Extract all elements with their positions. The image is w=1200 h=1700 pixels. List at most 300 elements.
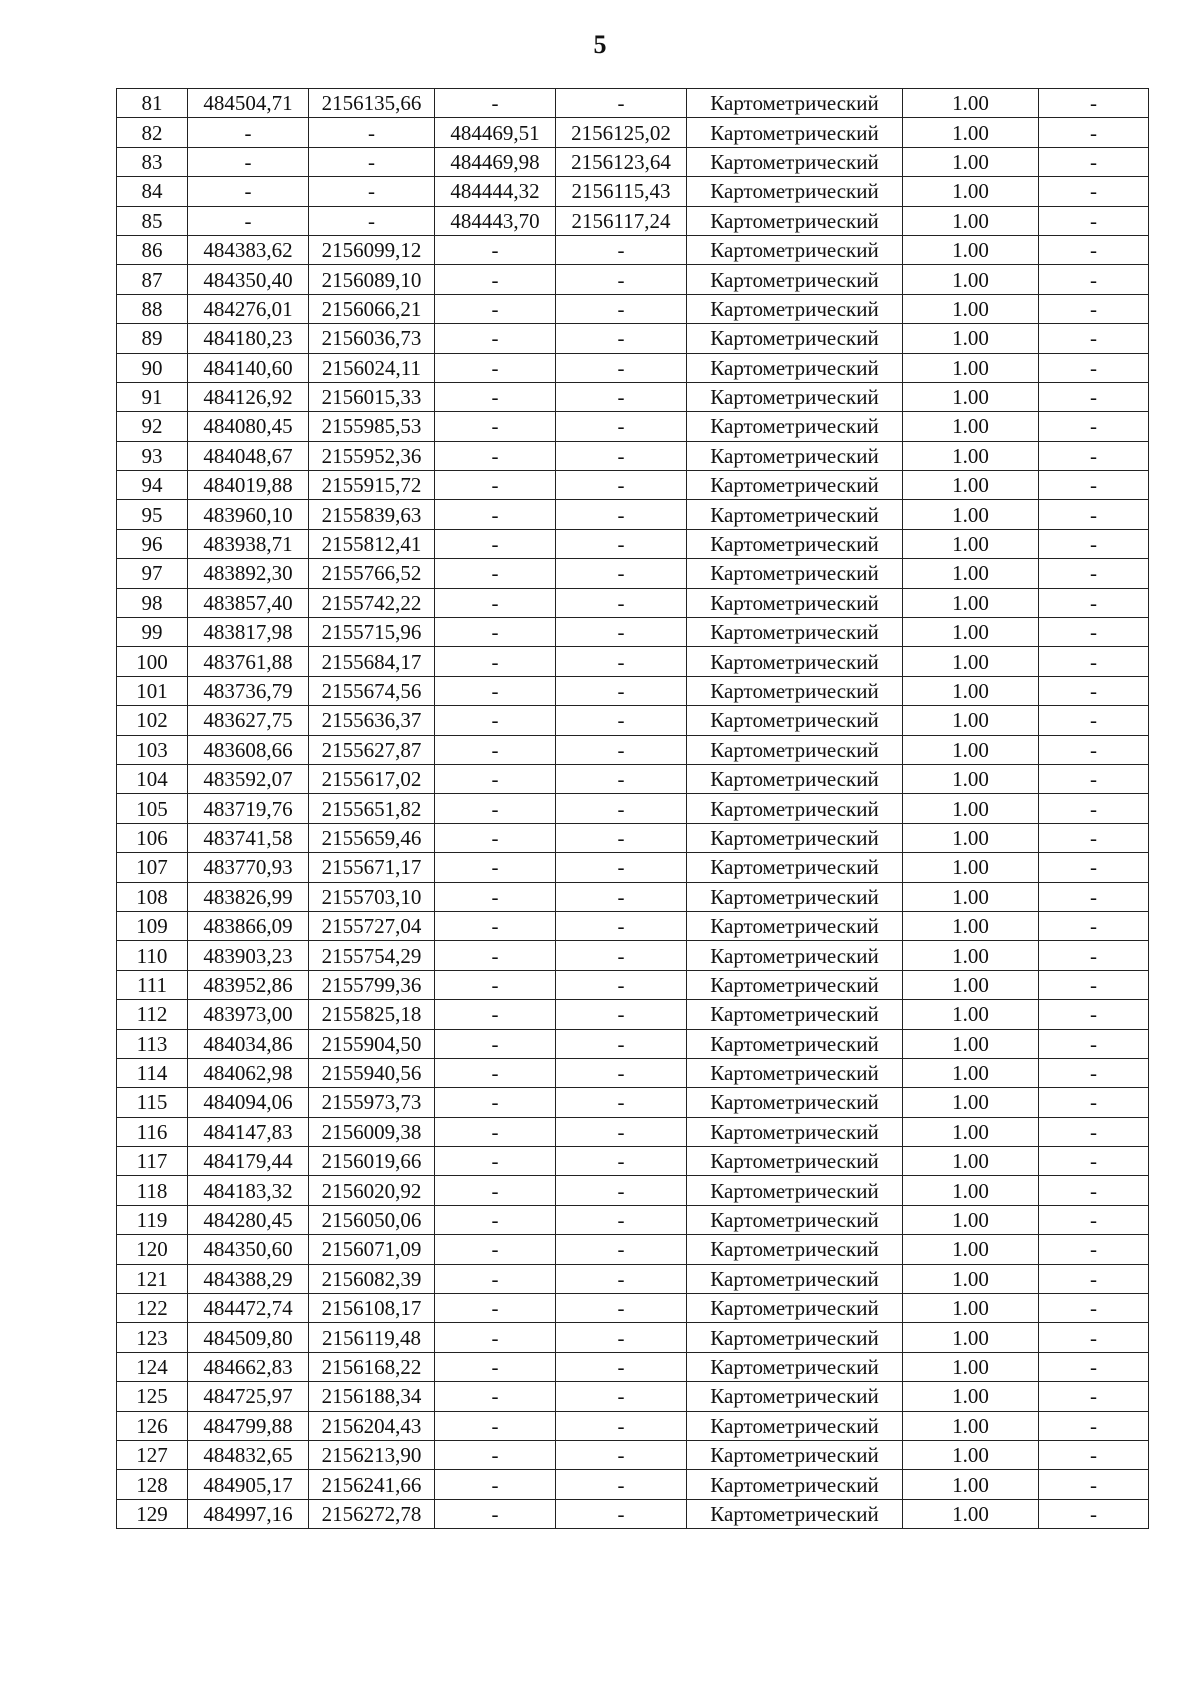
point-number-cell: 105: [117, 794, 188, 823]
method-cell: Картометрический: [687, 676, 903, 705]
method-cell: Картометрический: [687, 265, 903, 294]
point-number-cell: 100: [117, 647, 188, 676]
x-new-cell: -: [435, 941, 556, 970]
x-new-cell: -: [435, 1323, 556, 1352]
accuracy-cell: 1.00: [903, 471, 1039, 500]
x-new-cell: -: [435, 1147, 556, 1176]
x-existing-cell: 483719,76: [188, 794, 309, 823]
description-cell: -: [1039, 1000, 1149, 1029]
x-existing-cell: 484905,17: [188, 1470, 309, 1499]
x-existing-cell: 484140,60: [188, 353, 309, 382]
point-number-cell: 109: [117, 911, 188, 940]
y-existing-cell: 2156019,66: [309, 1147, 435, 1176]
point-number-cell: 101: [117, 676, 188, 705]
y-new-cell: -: [556, 382, 687, 411]
method-cell: Картометрический: [687, 206, 903, 235]
method-cell: Картометрический: [687, 1264, 903, 1293]
y-existing-cell: 2155904,50: [309, 1029, 435, 1058]
y-existing-cell: -: [309, 118, 435, 147]
table-row: [117, 735, 1149, 764]
table-row: [117, 500, 1149, 529]
y-new-cell: -: [556, 764, 687, 793]
x-new-cell: -: [435, 764, 556, 793]
y-existing-cell: 2156241,66: [309, 1470, 435, 1499]
description-cell: -: [1039, 1176, 1149, 1205]
accuracy-cell: 1.00: [903, 235, 1039, 264]
table-row: [117, 1147, 1149, 1176]
point-number-cell: 120: [117, 1235, 188, 1264]
description-cell: -: [1039, 1029, 1149, 1058]
description-cell: -: [1039, 588, 1149, 617]
x-existing-cell: -: [188, 118, 309, 147]
x-existing-cell: 483817,98: [188, 618, 309, 647]
method-cell: Картометрический: [687, 471, 903, 500]
y-existing-cell: 2155617,02: [309, 764, 435, 793]
point-number-cell: 102: [117, 706, 188, 735]
x-existing-cell: 483741,58: [188, 823, 309, 852]
point-number-cell: 122: [117, 1294, 188, 1323]
description-cell: -: [1039, 382, 1149, 411]
x-existing-cell: 484504,71: [188, 89, 309, 118]
point-number-cell: 99: [117, 618, 188, 647]
x-existing-cell: 483903,23: [188, 941, 309, 970]
description-cell: -: [1039, 676, 1149, 705]
point-number-cell: 114: [117, 1058, 188, 1087]
x-existing-cell: 484832,65: [188, 1440, 309, 1469]
table-row: [117, 676, 1149, 705]
point-number-cell: 87: [117, 265, 188, 294]
y-existing-cell: 2155985,53: [309, 412, 435, 441]
y-existing-cell: 2156188,34: [309, 1382, 435, 1411]
table-row: [117, 794, 1149, 823]
table-row: [117, 1058, 1149, 1087]
method-cell: Картометрический: [687, 177, 903, 206]
table-row: [117, 529, 1149, 558]
description-cell: -: [1039, 618, 1149, 647]
y-new-cell: -: [556, 1147, 687, 1176]
table-row: [117, 1264, 1149, 1293]
y-new-cell: -: [556, 235, 687, 264]
x-existing-cell: 484276,01: [188, 294, 309, 323]
y-new-cell: -: [556, 353, 687, 382]
y-existing-cell: 2156071,09: [309, 1235, 435, 1264]
table-row: [117, 324, 1149, 353]
table-row: [117, 441, 1149, 470]
point-number-cell: 118: [117, 1176, 188, 1205]
description-cell: -: [1039, 471, 1149, 500]
x-existing-cell: 484094,06: [188, 1088, 309, 1117]
accuracy-cell: 1.00: [903, 382, 1039, 411]
table-row: [117, 1411, 1149, 1440]
y-existing-cell: 2155671,17: [309, 853, 435, 882]
x-new-cell: -: [435, 588, 556, 617]
x-new-cell: -: [435, 559, 556, 588]
y-new-cell: -: [556, 89, 687, 118]
method-cell: Картометрический: [687, 529, 903, 558]
x-new-cell: -: [435, 882, 556, 911]
table-row: [117, 1470, 1149, 1499]
method-cell: Картометрический: [687, 559, 903, 588]
x-new-cell: -: [435, 794, 556, 823]
y-new-cell: -: [556, 1176, 687, 1205]
table-row: [117, 764, 1149, 793]
y-existing-cell: -: [309, 147, 435, 176]
description-cell: -: [1039, 882, 1149, 911]
y-new-cell: -: [556, 1235, 687, 1264]
point-number-cell: 103: [117, 735, 188, 764]
x-new-cell: -: [435, 382, 556, 411]
y-existing-cell: 2155627,87: [309, 735, 435, 764]
x-existing-cell: 483952,86: [188, 970, 309, 999]
x-new-cell: -: [435, 1205, 556, 1234]
point-number-cell: 83: [117, 147, 188, 176]
method-cell: Картометрический: [687, 1499, 903, 1528]
y-new-cell: -: [556, 1058, 687, 1087]
y-new-cell: -: [556, 706, 687, 735]
table-row: [117, 559, 1149, 588]
y-new-cell: 2156125,02: [556, 118, 687, 147]
point-number-cell: 124: [117, 1352, 188, 1381]
description-cell: -: [1039, 500, 1149, 529]
x-existing-cell: 483761,88: [188, 647, 309, 676]
y-existing-cell: 2155636,37: [309, 706, 435, 735]
y-existing-cell: 2155651,82: [309, 794, 435, 823]
y-existing-cell: 2156009,38: [309, 1117, 435, 1146]
point-number-cell: 86: [117, 235, 188, 264]
x-new-cell: -: [435, 1382, 556, 1411]
y-existing-cell: 2156082,39: [309, 1264, 435, 1293]
table-row: [117, 471, 1149, 500]
table-row: [117, 147, 1149, 176]
x-existing-cell: 484048,67: [188, 441, 309, 470]
accuracy-cell: 1.00: [903, 706, 1039, 735]
accuracy-cell: 1.00: [903, 147, 1039, 176]
method-cell: Картометрический: [687, 441, 903, 470]
method-cell: Картометрический: [687, 1088, 903, 1117]
description-cell: -: [1039, 118, 1149, 147]
y-existing-cell: 2156108,17: [309, 1294, 435, 1323]
y-new-cell: -: [556, 559, 687, 588]
accuracy-cell: 1.00: [903, 1440, 1039, 1469]
y-existing-cell: 2155727,04: [309, 911, 435, 940]
point-number-cell: 121: [117, 1264, 188, 1293]
method-cell: Картометрический: [687, 647, 903, 676]
y-existing-cell: 2155940,56: [309, 1058, 435, 1087]
description-cell: -: [1039, 294, 1149, 323]
y-new-cell: -: [556, 941, 687, 970]
table-row: [117, 1088, 1149, 1117]
accuracy-cell: 1.00: [903, 823, 1039, 852]
description-cell: -: [1039, 529, 1149, 558]
description-cell: -: [1039, 1264, 1149, 1293]
accuracy-cell: 1.00: [903, 1382, 1039, 1411]
description-cell: -: [1039, 1147, 1149, 1176]
point-number-cell: 90: [117, 353, 188, 382]
y-existing-cell: 2155766,52: [309, 559, 435, 588]
x-new-cell: -: [435, 1470, 556, 1499]
y-existing-cell: 2156099,12: [309, 235, 435, 264]
x-new-cell: -: [435, 911, 556, 940]
y-new-cell: -: [556, 471, 687, 500]
accuracy-cell: 1.00: [903, 911, 1039, 940]
x-new-cell: -: [435, 235, 556, 264]
y-new-cell: 2156123,64: [556, 147, 687, 176]
x-existing-cell: 484725,97: [188, 1382, 309, 1411]
point-number-cell: 94: [117, 471, 188, 500]
x-existing-cell: 483938,71: [188, 529, 309, 558]
description-cell: -: [1039, 441, 1149, 470]
y-new-cell: -: [556, 823, 687, 852]
y-new-cell: -: [556, 265, 687, 294]
x-existing-cell: -: [188, 147, 309, 176]
description-cell: -: [1039, 559, 1149, 588]
description-cell: -: [1039, 853, 1149, 882]
x-new-cell: -: [435, 823, 556, 852]
y-existing-cell: 2156036,73: [309, 324, 435, 353]
description-cell: -: [1039, 1440, 1149, 1469]
point-number-cell: 82: [117, 118, 188, 147]
y-existing-cell: 2155659,46: [309, 823, 435, 852]
table-row: [117, 941, 1149, 970]
y-new-cell: 2156117,24: [556, 206, 687, 235]
y-existing-cell: 2155799,36: [309, 970, 435, 999]
accuracy-cell: 1.00: [903, 1470, 1039, 1499]
x-new-cell: 484444,32: [435, 177, 556, 206]
description-cell: -: [1039, 1088, 1149, 1117]
x-new-cell: 484443,70: [435, 206, 556, 235]
x-existing-cell: 484034,86: [188, 1029, 309, 1058]
accuracy-cell: 1.00: [903, 441, 1039, 470]
x-existing-cell: 484472,74: [188, 1294, 309, 1323]
description-cell: -: [1039, 89, 1149, 118]
accuracy-cell: 1.00: [903, 853, 1039, 882]
point-number-cell: 85: [117, 206, 188, 235]
method-cell: Картометрический: [687, 353, 903, 382]
method-cell: Картометрический: [687, 618, 903, 647]
accuracy-cell: 1.00: [903, 882, 1039, 911]
y-new-cell: -: [556, 1382, 687, 1411]
table-row: [117, 1382, 1149, 1411]
x-existing-cell: -: [188, 177, 309, 206]
table-row: [117, 1176, 1149, 1205]
accuracy-cell: 1.00: [903, 412, 1039, 441]
x-new-cell: -: [435, 1058, 556, 1087]
x-new-cell: -: [435, 1294, 556, 1323]
y-new-cell: -: [556, 676, 687, 705]
x-new-cell: -: [435, 853, 556, 882]
point-number-cell: 117: [117, 1147, 188, 1176]
table-row: [117, 1323, 1149, 1352]
x-new-cell: -: [435, 706, 556, 735]
x-existing-cell: 484350,40: [188, 265, 309, 294]
table-row: [117, 294, 1149, 323]
table-row: [117, 823, 1149, 852]
table-row: [117, 177, 1149, 206]
x-existing-cell: 484147,83: [188, 1117, 309, 1146]
y-existing-cell: 2155742,22: [309, 588, 435, 617]
point-number-cell: 119: [117, 1205, 188, 1234]
x-existing-cell: 484997,16: [188, 1499, 309, 1528]
accuracy-cell: 1.00: [903, 1147, 1039, 1176]
description-cell: -: [1039, 823, 1149, 852]
point-number-cell: 95: [117, 500, 188, 529]
x-new-cell: -: [435, 1117, 556, 1146]
y-new-cell: -: [556, 1470, 687, 1499]
y-existing-cell: 2156066,21: [309, 294, 435, 323]
y-new-cell: -: [556, 1323, 687, 1352]
method-cell: Картометрический: [687, 1235, 903, 1264]
method-cell: Картометрический: [687, 1352, 903, 1381]
accuracy-cell: 1.00: [903, 294, 1039, 323]
x-existing-cell: 483770,93: [188, 853, 309, 882]
y-existing-cell: 2155839,63: [309, 500, 435, 529]
description-cell: -: [1039, 324, 1149, 353]
x-new-cell: -: [435, 89, 556, 118]
y-new-cell: -: [556, 647, 687, 676]
description-cell: -: [1039, 911, 1149, 940]
y-new-cell: -: [556, 794, 687, 823]
accuracy-cell: 1.00: [903, 529, 1039, 558]
accuracy-cell: 1.00: [903, 1205, 1039, 1234]
accuracy-cell: 1.00: [903, 265, 1039, 294]
point-number-cell: 89: [117, 324, 188, 353]
x-existing-cell: 484388,29: [188, 1264, 309, 1293]
description-cell: -: [1039, 1323, 1149, 1352]
y-new-cell: -: [556, 1352, 687, 1381]
accuracy-cell: 1.00: [903, 559, 1039, 588]
x-new-cell: -: [435, 676, 556, 705]
description-cell: -: [1039, 147, 1149, 176]
y-new-cell: -: [556, 1029, 687, 1058]
table-row: [117, 235, 1149, 264]
y-new-cell: -: [556, 529, 687, 558]
y-new-cell: -: [556, 441, 687, 470]
method-cell: Картометрический: [687, 294, 903, 323]
method-cell: Картометрический: [687, 1147, 903, 1176]
description-cell: -: [1039, 1205, 1149, 1234]
accuracy-cell: 1.00: [903, 1088, 1039, 1117]
description-cell: -: [1039, 941, 1149, 970]
y-new-cell: -: [556, 1205, 687, 1234]
y-new-cell: -: [556, 324, 687, 353]
y-new-cell: -: [556, 1411, 687, 1440]
accuracy-cell: 1.00: [903, 647, 1039, 676]
x-new-cell: -: [435, 1088, 556, 1117]
x-new-cell: 484469,51: [435, 118, 556, 147]
table-body: [117, 89, 1149, 1529]
point-number-cell: 98: [117, 588, 188, 617]
method-cell: Картометрический: [687, 1294, 903, 1323]
point-number-cell: 81: [117, 89, 188, 118]
x-existing-cell: 484019,88: [188, 471, 309, 500]
x-existing-cell: 483866,09: [188, 911, 309, 940]
point-number-cell: 104: [117, 764, 188, 793]
y-existing-cell: 2156020,92: [309, 1176, 435, 1205]
accuracy-cell: 1.00: [903, 206, 1039, 235]
table-row: [117, 89, 1149, 118]
y-new-cell: -: [556, 1117, 687, 1146]
y-new-cell: -: [556, 1499, 687, 1528]
x-existing-cell: 483627,75: [188, 706, 309, 735]
table-row: [117, 706, 1149, 735]
description-cell: -: [1039, 412, 1149, 441]
method-cell: Картометрический: [687, 500, 903, 529]
y-existing-cell: 2155915,72: [309, 471, 435, 500]
x-existing-cell: 484080,45: [188, 412, 309, 441]
point-number-cell: 127: [117, 1440, 188, 1469]
table-row: [117, 1352, 1149, 1381]
y-existing-cell: 2156168,22: [309, 1352, 435, 1381]
x-new-cell: -: [435, 1440, 556, 1469]
y-new-cell: -: [556, 500, 687, 529]
description-cell: -: [1039, 1382, 1149, 1411]
x-existing-cell: 484280,45: [188, 1205, 309, 1234]
table-row: [117, 265, 1149, 294]
method-cell: Картометрический: [687, 118, 903, 147]
method-cell: Картометрический: [687, 970, 903, 999]
x-existing-cell: 483960,10: [188, 500, 309, 529]
description-cell: -: [1039, 970, 1149, 999]
y-existing-cell: 2156213,90: [309, 1440, 435, 1469]
x-new-cell: -: [435, 294, 556, 323]
y-new-cell: -: [556, 294, 687, 323]
accuracy-cell: 1.00: [903, 89, 1039, 118]
x-existing-cell: 483973,00: [188, 1000, 309, 1029]
y-existing-cell: 2156024,11: [309, 353, 435, 382]
x-existing-cell: 484350,60: [188, 1235, 309, 1264]
point-number-cell: 110: [117, 941, 188, 970]
accuracy-cell: 1.00: [903, 970, 1039, 999]
table-row: [117, 206, 1149, 235]
point-number-cell: 115: [117, 1088, 188, 1117]
y-new-cell: -: [556, 412, 687, 441]
method-cell: Картометрический: [687, 1176, 903, 1205]
method-cell: Картометрический: [687, 853, 903, 882]
table-row: [117, 882, 1149, 911]
y-existing-cell: 2156135,66: [309, 89, 435, 118]
accuracy-cell: 1.00: [903, 1352, 1039, 1381]
point-number-cell: 107: [117, 853, 188, 882]
method-cell: Картометрический: [687, 147, 903, 176]
point-number-cell: 108: [117, 882, 188, 911]
accuracy-cell: 1.00: [903, 588, 1039, 617]
table-row: [117, 1205, 1149, 1234]
description-cell: -: [1039, 1499, 1149, 1528]
accuracy-cell: 1.00: [903, 735, 1039, 764]
y-existing-cell: 2156015,33: [309, 382, 435, 411]
y-new-cell: -: [556, 1088, 687, 1117]
description-cell: -: [1039, 794, 1149, 823]
description-cell: -: [1039, 1352, 1149, 1381]
method-cell: Картометрический: [687, 794, 903, 823]
point-number-cell: 88: [117, 294, 188, 323]
x-existing-cell: -: [188, 206, 309, 235]
description-cell: -: [1039, 1235, 1149, 1264]
point-number-cell: 111: [117, 970, 188, 999]
coordinates-table: [116, 88, 1149, 1529]
x-existing-cell: 484799,88: [188, 1411, 309, 1440]
x-existing-cell: 484179,44: [188, 1147, 309, 1176]
y-existing-cell: 2156272,78: [309, 1499, 435, 1528]
method-cell: Картометрический: [687, 1470, 903, 1499]
description-cell: -: [1039, 177, 1149, 206]
y-new-cell: -: [556, 1000, 687, 1029]
description-cell: -: [1039, 1411, 1149, 1440]
point-number-cell: 106: [117, 823, 188, 852]
description-cell: -: [1039, 1470, 1149, 1499]
y-new-cell: -: [556, 618, 687, 647]
method-cell: Картометрический: [687, 823, 903, 852]
